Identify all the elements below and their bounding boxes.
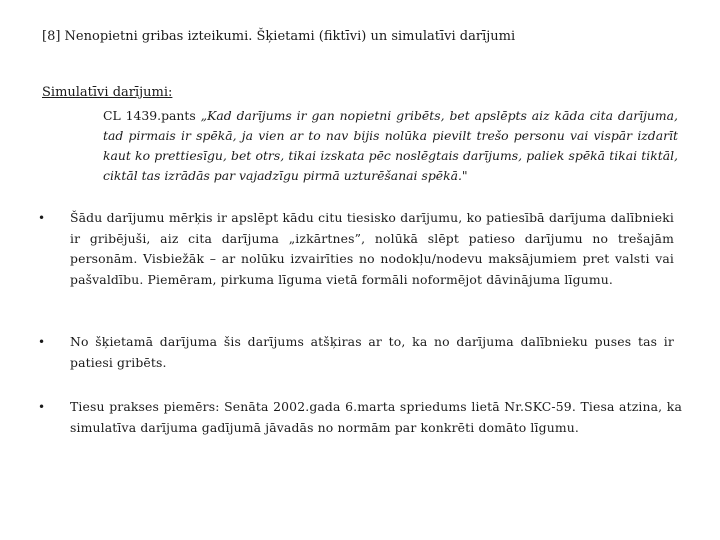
bullet-text: No šķietamā darījuma šis darījums atšķiras ar to, ka no darījuma dalībnieku puses tas ir patiesi gribēts. — [70, 334, 674, 370]
section-subheading: Simulatīvi darījumi: — [42, 85, 173, 100]
slide-title: [8] Nenopietni gribas izteikumi. Šķietami (fiktīvi) un simulatīvi darījumi — [42, 29, 516, 44]
bullet-marker: • — [38, 400, 46, 414]
law-reference: CL 1439.pants — [103, 108, 196, 123]
law-quote — [103, 106, 678, 186]
bullet-text: Tiesu prakses piemērs: Senāta 2002.gada 6.marta spriedums lietā Nr.SKC-59. Tiesa atzina, ka simulatīva darījuma gadījumā jāvadās no normām par konkrēti domāto līgumu. — [70, 399, 682, 435]
law-quote-text: „Kad darījums ir gan nopietni gribēts, bet apslēpts aiz kāda cita darījuma, tad pirmais ir spēkā, ja vien ar to nav bijis nolūka pievilt trešo personu vai vispār izdarīt kaut ko prettiesīgu, bet otrs, tikai izskata pēc noslēgtais darījums, paliek spēkā tikai tiktāl, ciktāl tas izrādās par vajadzīgu pirmā uzturēšanai spēkā." — [103, 108, 678, 183]
bullet-marker: • — [38, 211, 46, 225]
bullet-text: Šādu darījumu mērķis ir apslēpt kādu citu tiesisko darījumu, ko patiesībā darījuma dalībnieki ir gribējuši, aiz cita darījuma „izkārtnes”, nolūkā slēpt patieso darījumu no trešajām personām. Visbiežāk – ar nolūku izvairīties no nodokļu/nodevu maksājumiem pret valsti vai pašvaldību. Piemēram, pirkuma līguma vietā formāli noformējot dāvinājuma līgumu. — [70, 210, 674, 287]
bullet-marker: • — [38, 335, 46, 349]
